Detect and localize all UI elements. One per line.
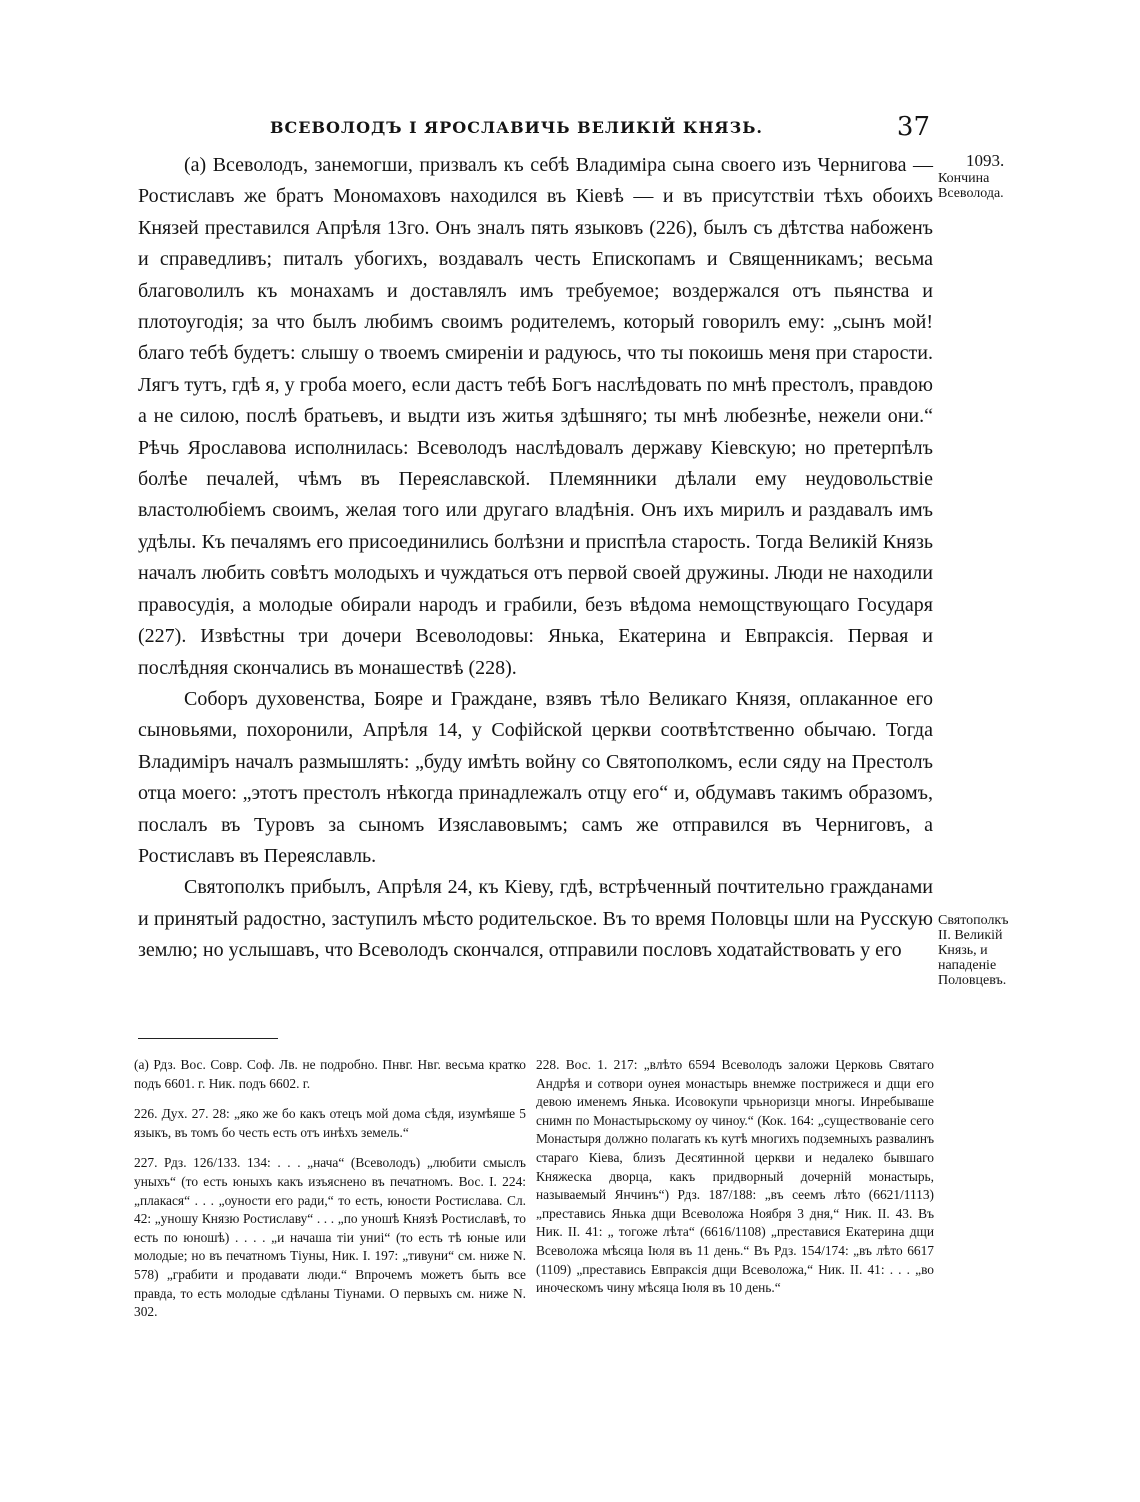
footnote-226: 226. Дух. 27. 28: „яко же бо какъ отецъ мой дома сѣдя, изумѣяше 5 языкъ, въ томъ бо честь есть отъ инѣхъ земель.“	[134, 1106, 526, 1140]
page-number: 37	[896, 112, 930, 142]
page-header	[270, 112, 930, 148]
margin-note-text: Святополкъ II. Великій Князь, и нападеніе Половцевъ.	[938, 913, 1009, 988]
footnotes-left-column	[134, 1056, 526, 1334]
margin-note-svyatopolk	[938, 913, 1018, 988]
footnote-a: (а) Рдз. Вос. Совр. Соф. Лв. не подробно. Пнвг. Нвг. весьма кратко подъ 6601. г. Ник. подъ 6602. г.	[134, 1057, 526, 1091]
running-title: ВСЕВОЛОДЪ І ЯРОСЛАВИЧЬ ВЕЛИКІЙ КНЯЗЬ.	[270, 118, 763, 137]
margin-year: 1093.	[966, 151, 1005, 170]
paragraph-1: (а) Всеволодъ, занемогши, призвалъ къ себѣ Владиміра сына своего изъ Чернигова — Ростиславъ же братъ Мономаховъ находился въ Кіевѣ — и въ присутствіи тѣхъ обоихъ Князей преставился Апрѣля 13го. Онъ зналъ пять языковъ (226), былъ съ дѣтства набоженъ и справедливъ; питалъ убогихъ, воздавалъ честь Епископамъ и Священникамъ; весьма благоволилъ къ монахамъ и доставлялъ имъ требуемое; воздержался отъ пьянства и плотоугодія; за что былъ любимъ своимъ родителемъ, который говорилъ ему: „сынъ мой! благо тебѣ будетъ: слышу о твоемъ смиреніи и радуюсь, что ты покоишь меня при старости. Лягъ тутъ, гдѣ я, у гроба моего, если дастъ тебѣ Богъ наслѣдовать по мнѣ престолъ, правдою а не силою, послѣ братьевъ, и выдти изъ житья здѣшняго; ты мнѣ любезнѣе, нежели они.“ Рѣчь Ярославова исполнилась: Всеволодъ наслѣдовалъ державу Кіевскую; но претерпѣлъ болѣе печалей, чѣмъ въ Переяславской. Племянники дѣлали ему неудовольствіе властолюбіемъ своимъ, желая того или другаго владѣнія. Онъ ихъ мирилъ и раздавалъ имъ удѣлы. Къ печалямъ его присоединились болѣзни и приспѣла старость. Тогда Великій Князь началъ любить совѣтъ молодыхъ и чуждаться отъ первой своей дружины. Люди не находили правосудія, а молодые обирали народъ и грабили, безъ вѣдома немощствующаго Государя (227). Извѣстны три дочери Всеволодовы: Янька, Екатерина и Евпраксія. Первая и послѣдняя скончались въ монашествѣ (228).	[138, 154, 933, 679]
footnote-228: 228. Вос. 1. 217: „влѣто 6594 Всеволодъ заложи Церковь Святаго Андрѣя и сотвори оунея монастырь внемже пострижеся и дщи его девою именемъ Янька. Исовокупи чрьноризци многы. Инребываше снимн по Монастырьскому оу чиноу.“ (Кок. 164: „существованіе сего Монастыря должно полагать къ кутѣ многихъ подземныхъ развалинъ стараго Кіева, близъ Десятинной церкви и недалеко бывшаго Княжеска дворца, какъ придворный дочерній монастырь, называемый Янчинъ“) Рдз. 187/188: „въ сеемъ лѣто (6621/1113) „преставись Янька дщи Всеволожа Ноября 3 дня,“ Ник. II. 43. Въ Ник. II. 41: „ тогоже лѣта“ (6616/1108) „преставися Екатерина дщи Всеволожа мѣсяца Іюля въ 11 день.“ Въ Рдз. 154/174: „въ лѣто 6617 (1109) „преставись Евпраксія дщи Всеволожа,“ Ник. II. 41: . . . „во иноческомъ чину мѣсяца Іюля въ 10 день.“	[536, 1057, 934, 1296]
footnotes-right-column	[536, 1056, 934, 1310]
margin-note-text: Кончина Всеволода.	[938, 171, 1004, 201]
margin-note-death	[938, 153, 1018, 201]
footnote-227: 227. Рдз. 126/133. 134: . . . „нача“ (Всеволодъ) „любити смыслъ уныхъ“ (то есть юныхъ какъ изъяснено въ печатномъ. Вос. I. 224: „плакася“ . . . „оуности его ради,“ то есть, юности Ростислава. Сл. 42: „уношу Князю Ростиславу“ . . . „по уношѣ Князѣ Ростиславѣ, то есть по юношѣ) . . . . „и начаша тіи униі“ (то есть тѣ юные или молодые; но въ печатномъ Тіуны, Ник. I. 197: „тивуни“ см. ниже N. 578) „грабити и продавати люди.“ Впрочемъ можетъ быть все правда, то есть молодые сдѣланы Тіунами. О первыхъ см. ниже N. 302.	[134, 1155, 526, 1320]
main-text	[138, 150, 933, 967]
footnote-rule	[138, 1038, 278, 1039]
paragraph-2: Соборъ духовенства, Бояре и Граждане, взявъ тѣло Великаго Князя, оплаканное его сыновьями, похоронили, Апрѣля 14, у Софійской церкви соотвѣтственно обычаю. Тогда Владиміръ началъ размышлять: „буду имѣть войну со Святополкомъ, если сяду на Престолъ отца моего: „этотъ престолъ нѣкогда принадлежалъ отцу его“ и, обдумавъ такимъ образомъ, послалъ въ Туровъ за сыномъ Изяславовымъ; самъ же отправился въ Черниговъ, а Ростиславъ въ Переяславль.	[138, 687, 933, 867]
paragraph-3: Святополкъ прибылъ, Апрѣля 24, къ Кіеву, гдѣ, встрѣченный почтительно гражданами и принятый радостно, заступилъ мѣсто родительское. Въ то время Половцы шли на Русскую землю; но услышавъ, что Всеволодъ скончался, отправили пословъ ходатайствовать у его	[138, 876, 933, 962]
